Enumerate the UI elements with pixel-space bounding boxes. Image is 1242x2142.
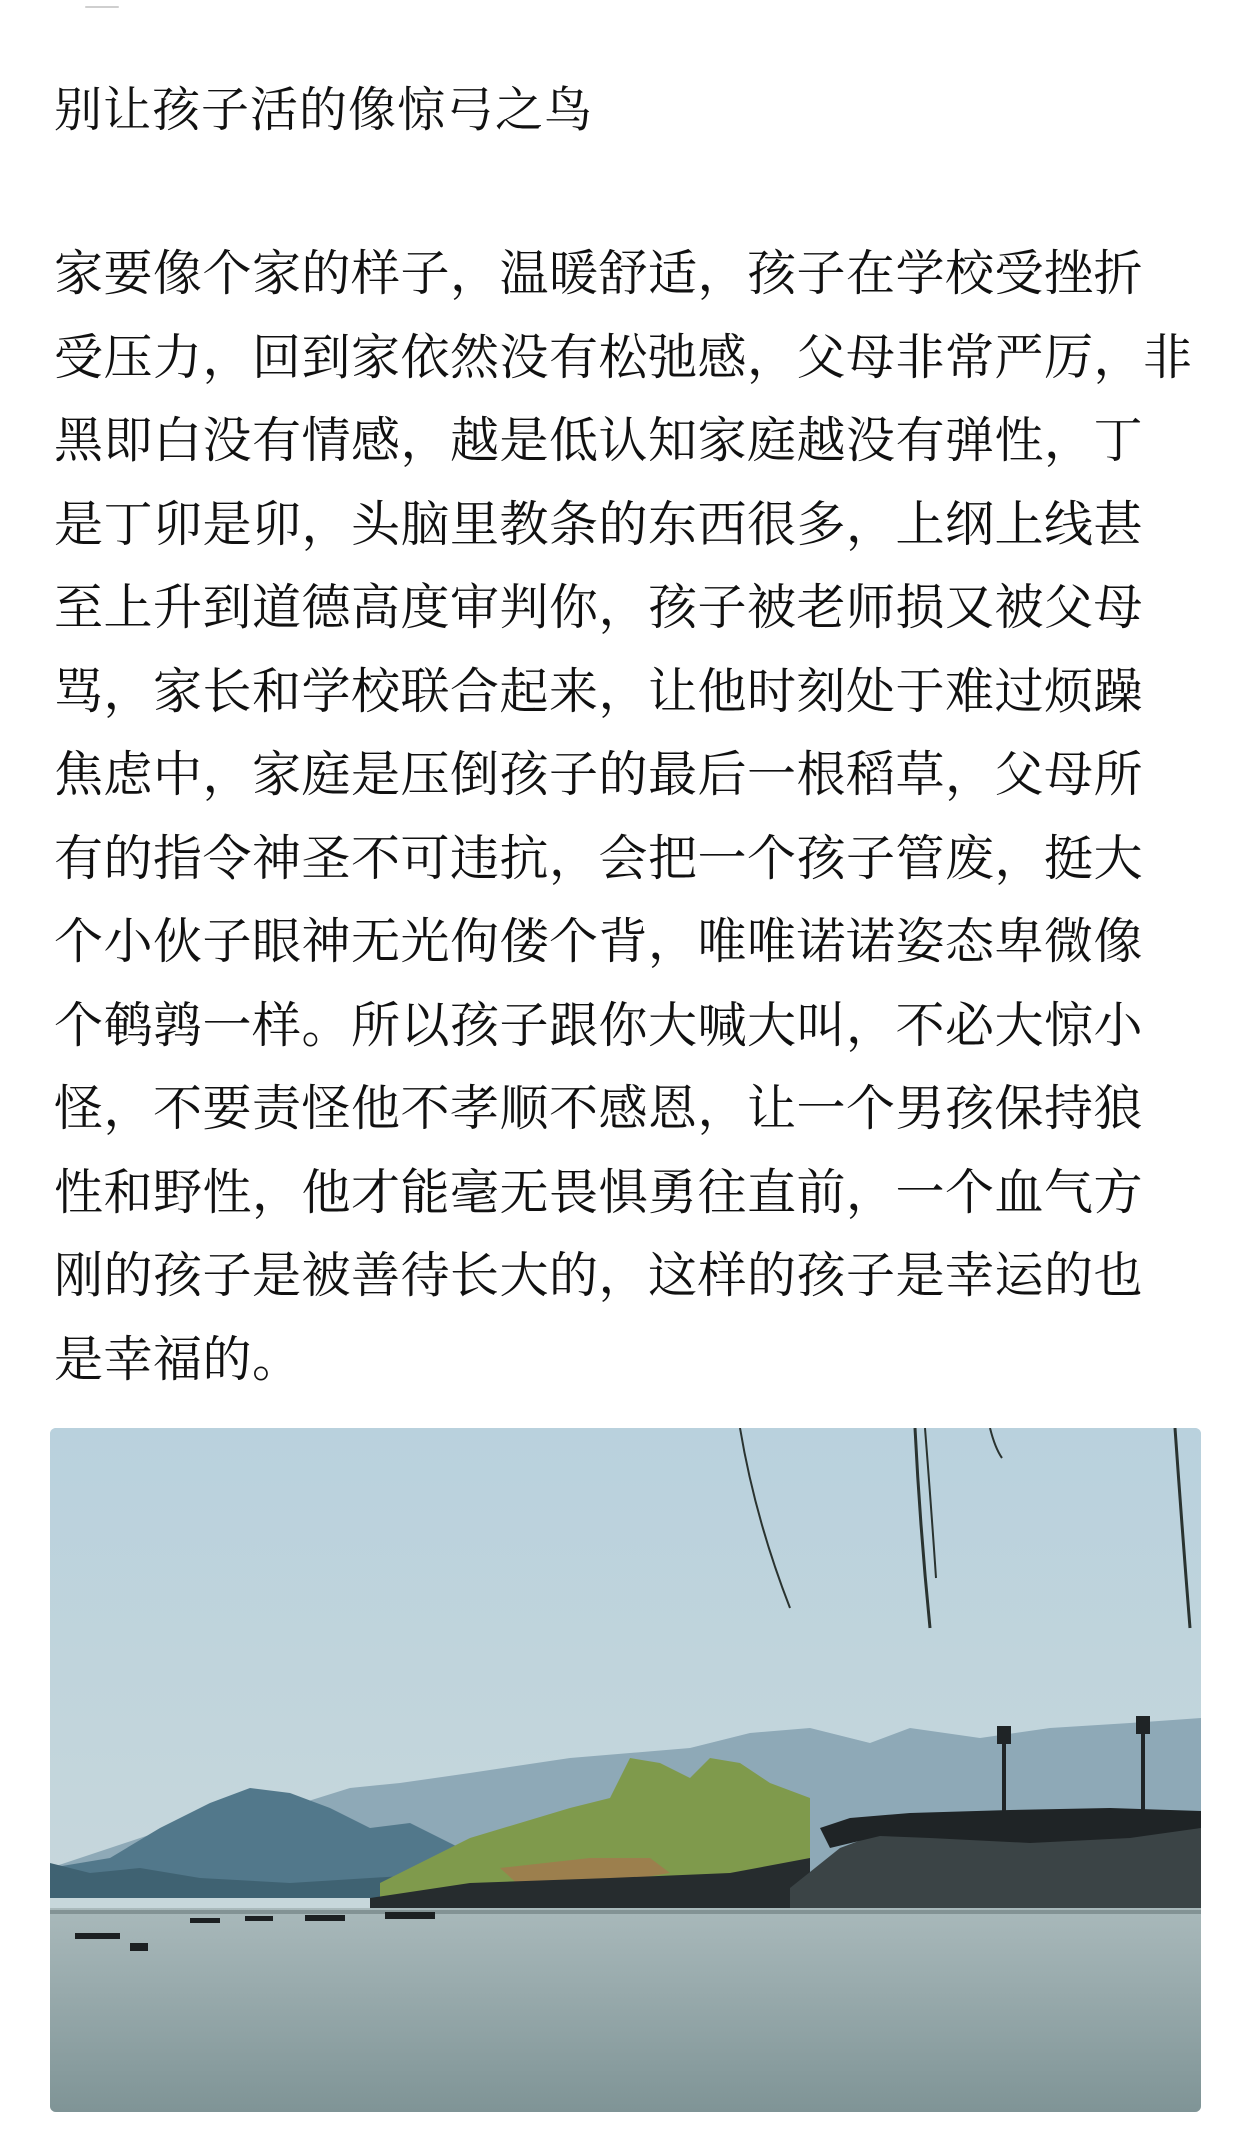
body-line: 个小伙子眼神无光佝偻个背，唯唯诺诺姿态卑微像 xyxy=(54,913,1144,970)
body-line: 个鹌鹑一样。所以孩子跟你大喊大叫，不必大惊小 xyxy=(54,996,1144,1054)
body-line: 刚的孩子是被善待长大的，这样的孩子是幸运的也 xyxy=(54,1247,1144,1304)
body-line: 怪，不要责怪他不孝顺不感恩，让一个男孩保持狼 xyxy=(54,1080,1144,1137)
article-body xyxy=(54,232,1204,1401)
body-line: 骂，家长和学校联合起来，让他时刻处于难过烦躁 xyxy=(54,662,1144,720)
body-line: 黑即白没有情感，越是低认知家庭越没有弹性，丁 xyxy=(54,412,1144,469)
body-line: 受压力，回到家依然没有松弛感，父母非常严厉，非 xyxy=(54,328,1193,386)
body-line: 家要像个家的样子，温暖舒适，孩子在学校受挫折 xyxy=(54,245,1144,302)
body-line: 至上升到道德高度审判你，孩子被老师损又被父母 xyxy=(54,579,1144,636)
lake-bridge-photo[interactable] xyxy=(50,1428,1201,2112)
body-line: 焦虑中，家庭是压倒孩子的最后一根稻草，父母所 xyxy=(54,746,1144,803)
body-line: 性和野性，他才能毫无畏惧勇往直前，一个血气方 xyxy=(54,1163,1144,1221)
top-drag-indicator xyxy=(85,6,119,8)
article-title: 别让孩子活的像惊弓之鸟 xyxy=(54,82,594,138)
body-line: 是幸福的。 xyxy=(54,1330,302,1388)
body-line: 有的指令神圣不可违抗，会把一个孩子管废，挺大 xyxy=(54,829,1144,887)
landscape-illustration xyxy=(50,1428,1201,2112)
body-line: 是丁卯是卯，头脑里教条的东西很多，上纲上线甚 xyxy=(54,495,1144,553)
